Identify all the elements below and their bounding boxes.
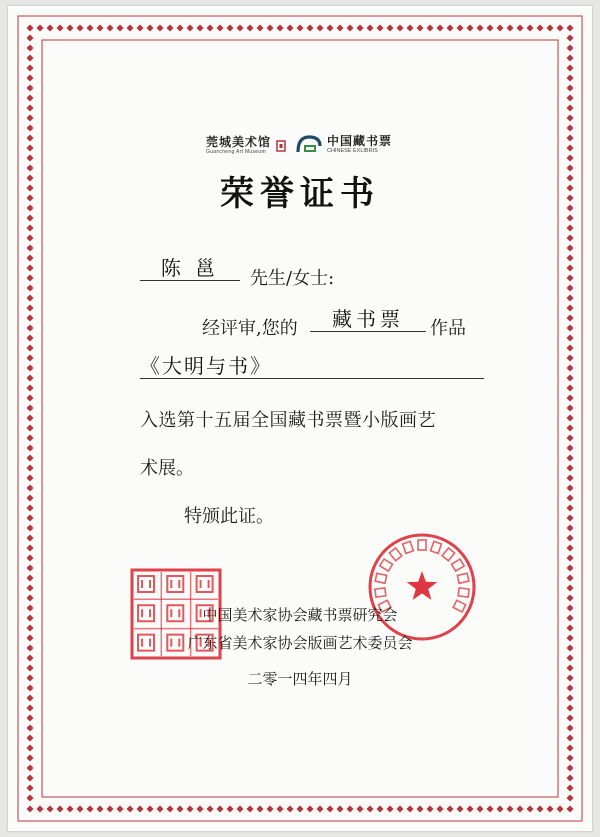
guancheng-logo xyxy=(206,136,286,155)
exlibris-logo xyxy=(296,134,392,156)
issuer-1: 中国美术家协会藏书票研究会 xyxy=(202,606,398,624)
guancheng-logo-name-en: Guancheng Art Museum xyxy=(206,149,266,155)
body-line-2: 术展。 xyxy=(140,458,194,479)
exlibris-logo-name-en: CHINESE EXLIBRIS xyxy=(327,148,378,155)
recipient-name: 陈 邕 xyxy=(140,256,240,281)
work-category: 藏书票 xyxy=(310,307,426,332)
round-seal-stamp xyxy=(366,531,478,643)
issuer-2: 广东省美术家协会版画艺术委员会 xyxy=(187,634,413,652)
issue-date: 二零一四年四月 xyxy=(247,670,353,688)
review-prefix: 经评审,您的 xyxy=(202,318,298,339)
certificate-page xyxy=(8,6,592,831)
body-line-1: 入选第十五届全国藏书票暨小版画艺 xyxy=(140,410,436,431)
guancheng-logo-name-cn: 莞城美术馆 xyxy=(206,135,272,149)
exlibris-logo-name-cn: 中国藏书票 xyxy=(327,134,393,149)
recipient-salutation: 先生/女士: xyxy=(250,268,335,289)
certificate-title: 荣誉证书 xyxy=(220,174,380,214)
closing-text: 特颁此证。 xyxy=(184,506,274,527)
work-title: 《大明与书》 xyxy=(140,354,484,379)
exlibris-logo-icon xyxy=(296,134,322,156)
guancheng-logo-icon xyxy=(276,140,286,152)
review-suffix: 作品 xyxy=(430,318,466,339)
